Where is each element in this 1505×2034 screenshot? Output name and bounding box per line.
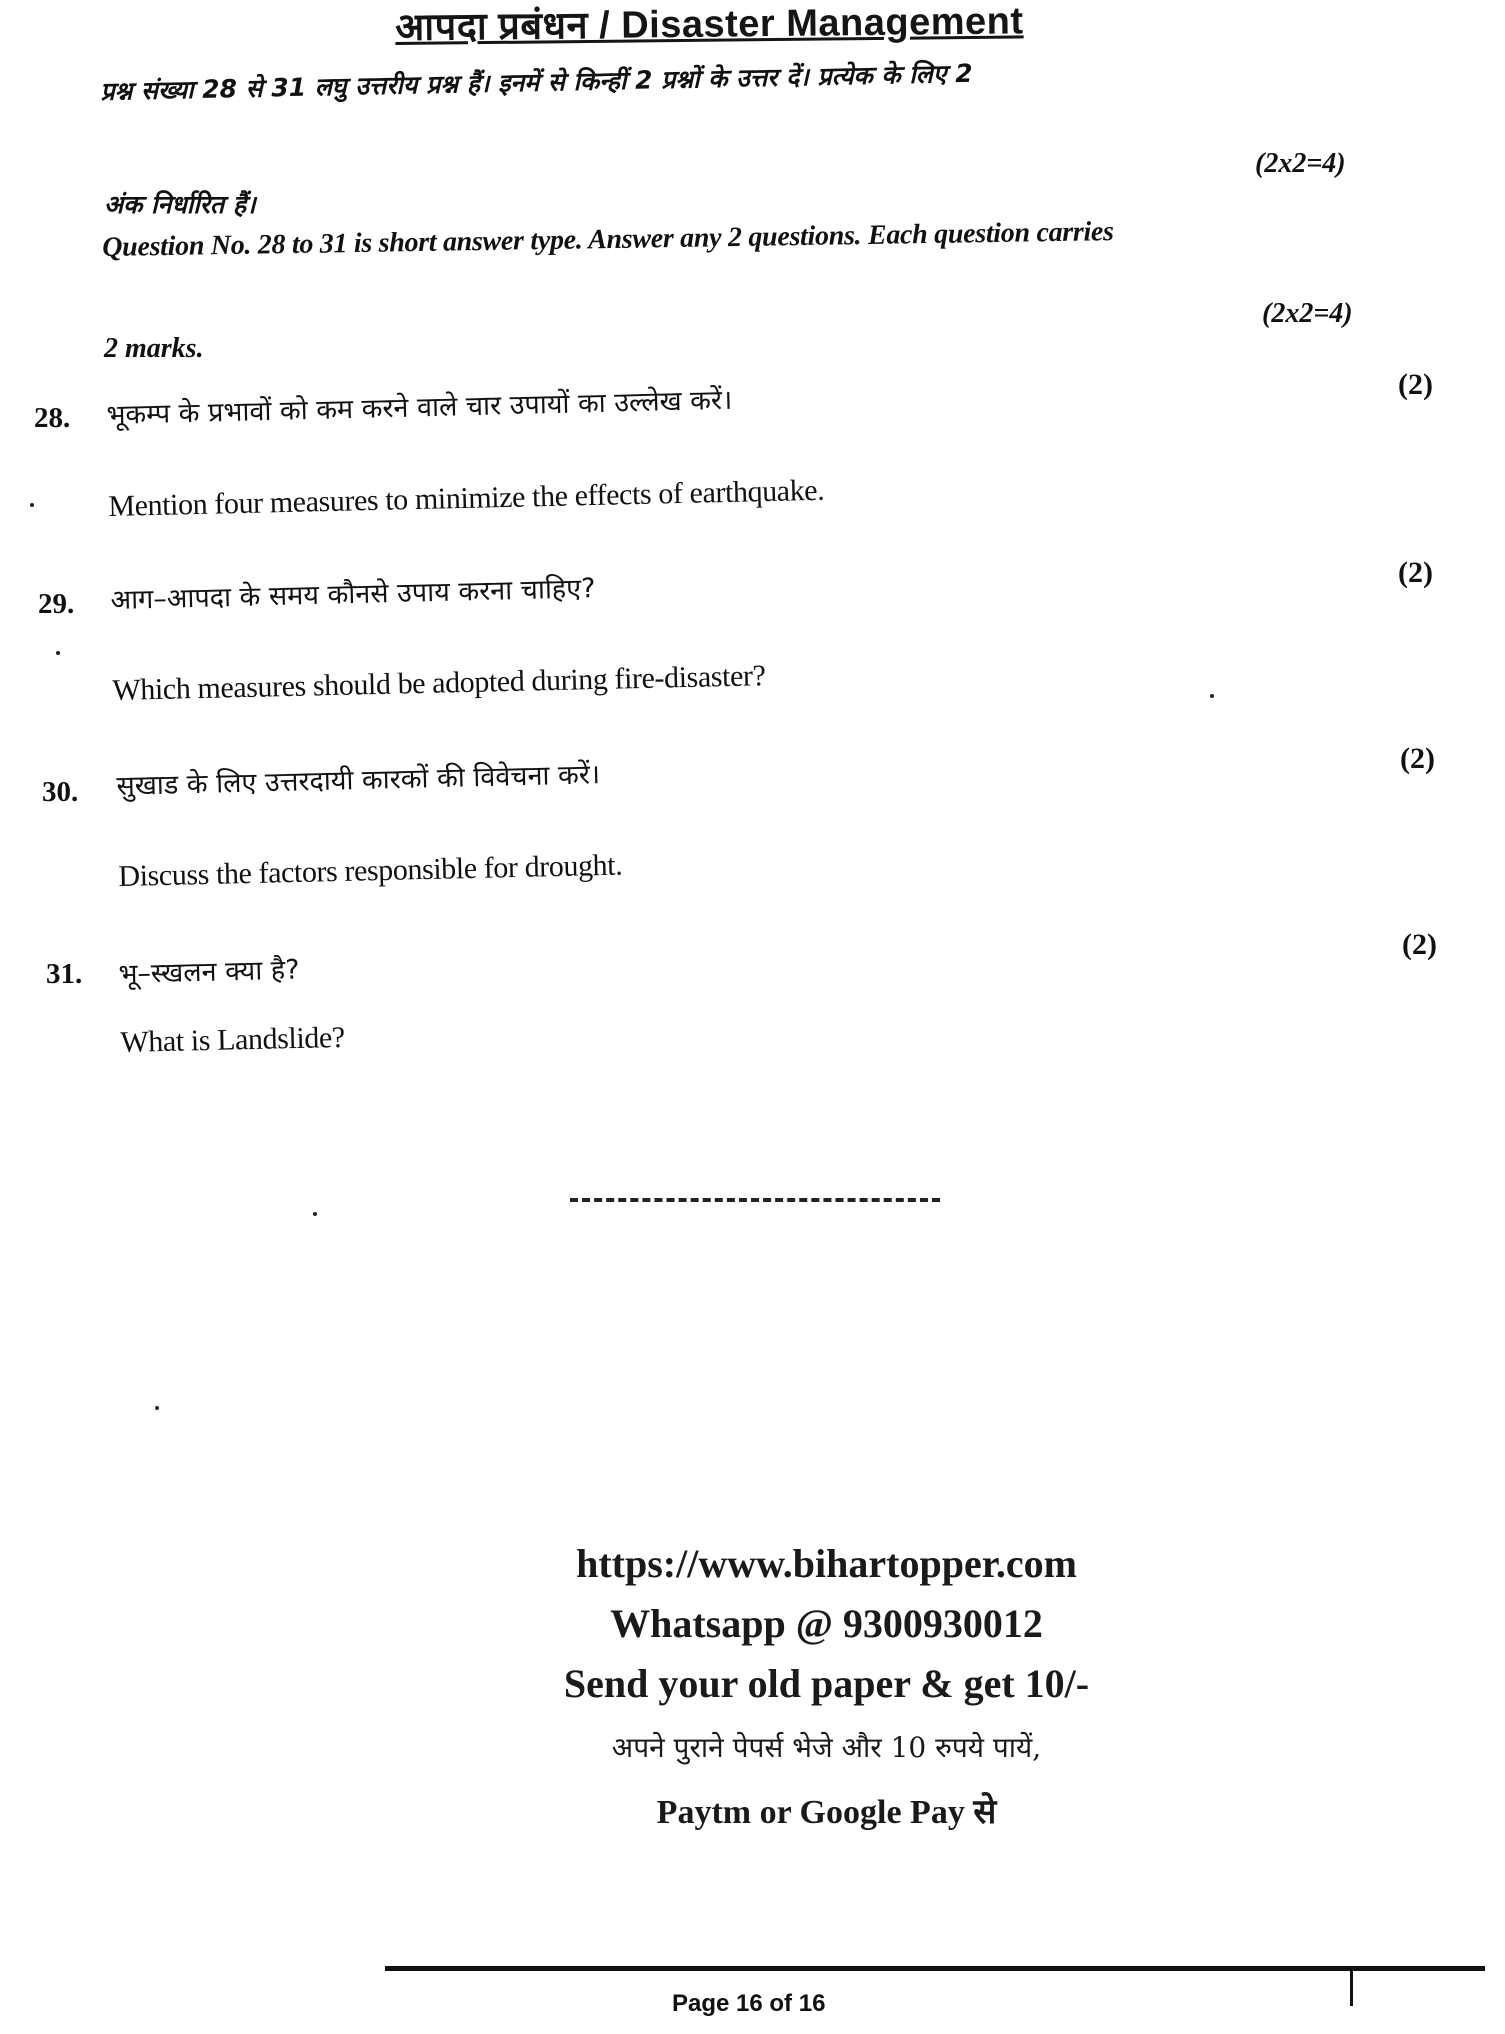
- question-31-english: What is Landslide?: [120, 1020, 346, 1059]
- page-title: आपदा प्रबंधन / Disaster Management: [395, 0, 1024, 49]
- scan-speck: [313, 1212, 317, 1216]
- instructions-english-line-2: 2 marks.: [104, 333, 204, 364]
- question-29-marks: (2): [1398, 556, 1433, 589]
- question-29-hindi: आग–आपदा के समय कौनसे उपाय करना चाहिए?: [110, 573, 596, 616]
- scan-speck: [1210, 694, 1214, 698]
- footer-rule: [385, 1966, 1485, 1971]
- question-29-number: 29.: [38, 588, 75, 620]
- instructions-hindi-marks: (2x2=4): [1255, 148, 1346, 179]
- promo-url[interactable]: [0, 1540, 1505, 1587]
- page-number: Page 16 of 16: [672, 1990, 826, 2017]
- promo-whatsapp: Whatsapp @ 9300930012: [610, 1601, 1043, 1646]
- instructions-english-line-1: Question No. 28 to 31 is short answer type. Answer any 2 questions. Each question carries: [102, 216, 1114, 263]
- promo-url-text[interactable]: https://www.bihartopper.com: [576, 1541, 1077, 1586]
- question-30-english: Discuss the factors responsible for drought.: [118, 848, 623, 893]
- instructions-english-marks: (2x2=4): [1262, 298, 1353, 329]
- question-31-number: 31.: [46, 958, 83, 990]
- instructions-hindi-line-2: अंक निर्धारित हैं।: [104, 190, 256, 219]
- end-of-questions-separator: [570, 1198, 940, 1202]
- question-28-number: 28.: [34, 402, 71, 434]
- scan-speck: [56, 651, 60, 655]
- question-28-hindi: भूकम्प के प्रभावों को कम करने वाले चार उपायों का उल्लेख करें।: [106, 384, 733, 431]
- footer-tick-mark: [1350, 1970, 1353, 2006]
- question-29-english: Which measures should be adopted during fire-disaster?: [112, 659, 766, 707]
- instructions-hindi-line-1: प्रश्न संख्या 28 से 31 लघु उत्तरीय प्रश्न हैं। इनमें से किन्हीं 2 प्रश्नों के उत्तर दें। प्रत्येक के लिए 2: [100, 58, 973, 106]
- promo-offer-english: Send your old paper & get 10/-: [563, 1661, 1090, 1706]
- question-28-english: Mention four measures to minimize the effects of earthquake.: [108, 473, 825, 523]
- scan-speck: [155, 1406, 159, 1410]
- promo-payment: Paytm or Google Pay से: [656, 1794, 997, 1831]
- scan-speck: [30, 503, 34, 507]
- question-30-number: 30.: [42, 776, 79, 808]
- question-28-marks: (2): [1398, 368, 1433, 401]
- question-30-hindi: सुखाड के लिए उत्तरदायी कारकों की विवेचना करें।: [116, 759, 601, 802]
- question-31-hindi: भू–स्खलन क्या है?: [118, 954, 300, 990]
- promo-offer-hindi: अपने पुराने पेपर्स भेजे और 10 रुपये पायें,: [611, 1731, 1042, 1764]
- question-31-marks: (2): [1402, 928, 1437, 961]
- question-30-marks: (2): [1400, 742, 1435, 775]
